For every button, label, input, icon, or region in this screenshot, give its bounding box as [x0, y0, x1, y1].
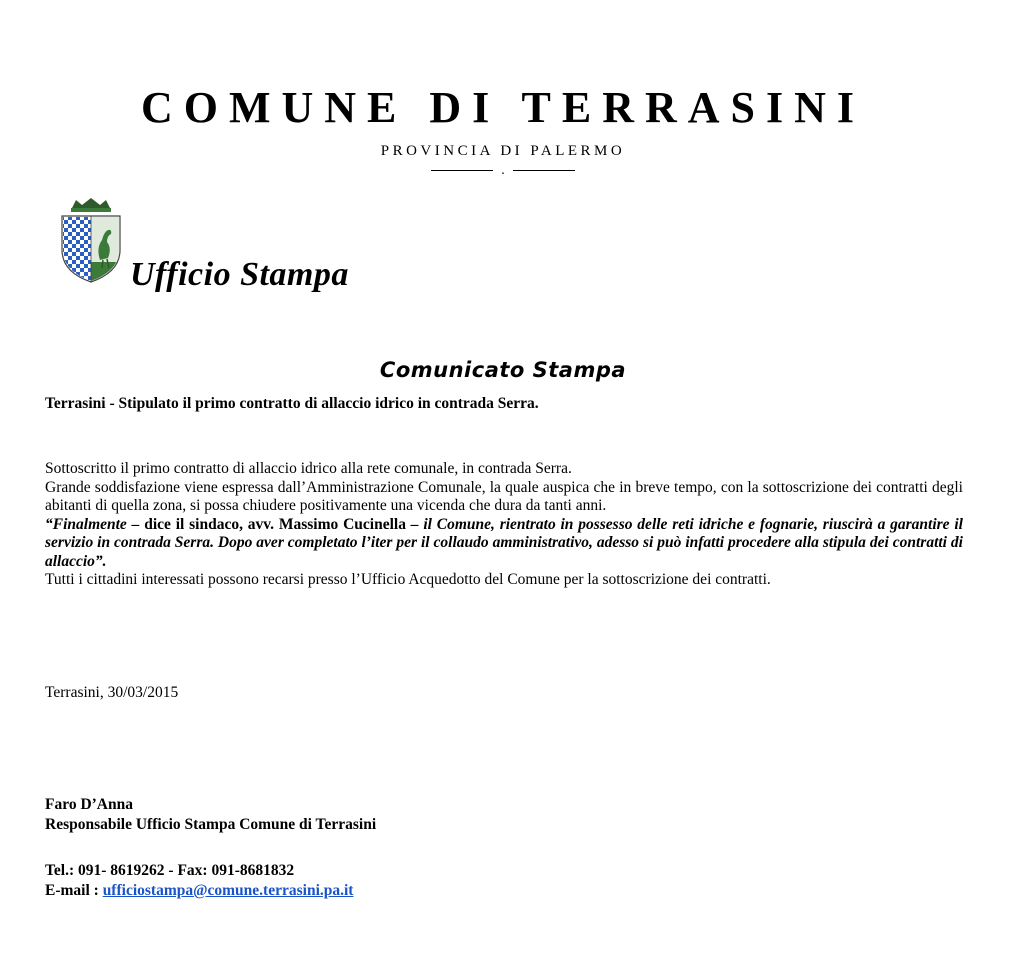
quote-text: – il Comune, rientrato in possesso delle reti idriche e fognarie, riuscirà a garantire il servizio in contrada Serra. Dopo aver completato l’iter per il collaudo amministrativo, adesso si può infatti procedere alla stipula dei contratti di allaccio”. [45, 515, 963, 570]
municipality-title: COMUNE DI TERRASINI [140, 83, 866, 132]
email-link[interactable]: ufficiostampa@comune.terrasini.pa.it [102, 882, 354, 899]
body-quote-paragraph [45, 516, 963, 572]
province-subtitle: PROVINCIA DI PALERMO [380, 143, 626, 159]
release-date: Terrasini, 30/03/2015 [45, 684, 179, 701]
signature-block [45, 795, 376, 835]
municipal-coat-of-arms-icon [56, 196, 126, 284]
signatory-name: Faro D’Anna [45, 796, 133, 813]
email-label: E-mail : [45, 882, 103, 899]
phone-fax: Tel.: 091- 8619262 - Fax: 091-8681832 [45, 862, 295, 879]
body-paragraph-1: Sottoscritto il primo contratto di allaccio idrico alla rete comunale, in contrada Serra. [45, 460, 572, 477]
press-release-title: Comunicato Stampa [379, 358, 627, 382]
separator-line-left [431, 170, 493, 171]
body-paragraph-4: Tutti i cittadini interessati possono recarsi presso l’Ufficio Acquedotto del Comune per la sottoscrizione dei contratti. [45, 571, 771, 588]
separator-dot: . [501, 163, 505, 178]
separator-line-right [513, 170, 575, 171]
quote-opening: “Finalmente – [45, 515, 145, 533]
quote-speaker: dice il sindaco, avv. Massimo Cucinella [144, 515, 406, 533]
signatory-role: Responsabile Ufficio Stampa Comune di Terrasini [45, 816, 377, 833]
contact-block [45, 861, 353, 901]
body-paragraph-2: Grande soddisfazione viene espressa dall’Amministrazione Comunale, la quale auspica che in breve tempo, con la sottoscrizione dei contratti degli abitanti di quella zona, si possa chiudere positivamente una vicenda che dura da tanti anni. [45, 478, 963, 514]
header-separator [0, 163, 1006, 179]
press-office-name: Ufficio Stampa [130, 256, 349, 293]
press-release-headline: Terrasini - Stipulato il primo contratto di allaccio idrico in contrada Serra. [45, 395, 539, 412]
press-release-body [45, 460, 963, 590]
email-line [45, 881, 353, 901]
